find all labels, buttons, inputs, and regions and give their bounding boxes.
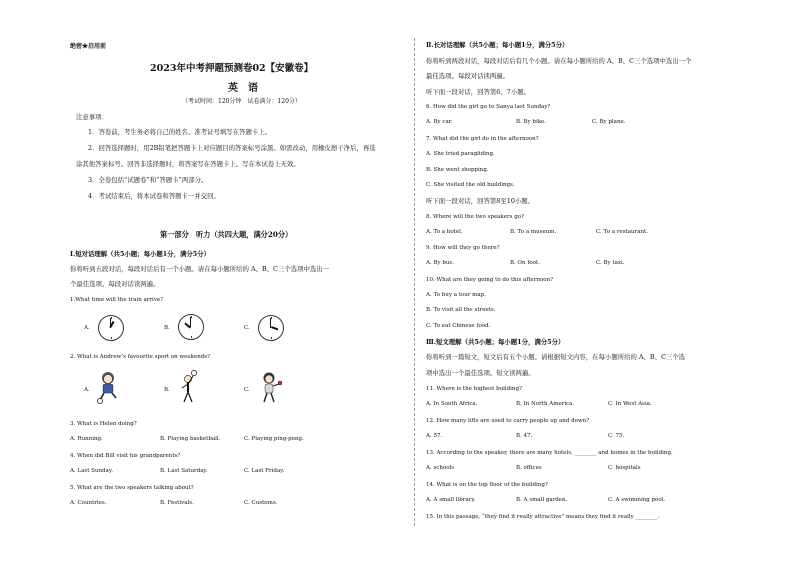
option-label: B. bbox=[164, 387, 170, 393]
option-b: B. 47. bbox=[516, 433, 533, 439]
part1-heading: 第一部分 听力（共四大题，满分20分） bbox=[160, 230, 293, 239]
note-item: 3．全卷包括“试题卷”和“答题卡”两部分。 bbox=[88, 176, 208, 184]
option-a: A. Countries. bbox=[70, 500, 107, 506]
section3-intro: 项中选出一个最佳选项。短文读两遍。 bbox=[426, 369, 535, 377]
subject-title: 英 语 bbox=[228, 83, 258, 94]
option-label: A. bbox=[84, 325, 90, 331]
section3-heading: Ⅲ.短文理解（共5小题；每小题1分，满分5分） bbox=[426, 338, 565, 346]
question-11: 11. Where is the highest building? bbox=[426, 386, 522, 392]
question-7: 7. What did the girl do in the afternoon? bbox=[426, 136, 539, 142]
question-8: 8. Where will the two speakers go? bbox=[426, 214, 524, 220]
option-b: B. A small garden. bbox=[516, 497, 568, 503]
clock-icon bbox=[98, 315, 124, 341]
option-c: C. To a restaurant. bbox=[596, 229, 648, 235]
option-b: B. In North America. bbox=[516, 401, 575, 407]
question-1: 1.What time will the train arrive? bbox=[70, 297, 164, 303]
option-label: B. bbox=[164, 325, 170, 331]
section3-intro: 你将听到一篇短文，短文后有五个小题。请根据短文内容，在每小题所给的 A、B、C三个选 bbox=[426, 353, 686, 361]
option-c: C. Last Friday. bbox=[244, 468, 285, 474]
football-player-icon bbox=[94, 370, 122, 404]
option-a: A. By bus. bbox=[426, 260, 454, 266]
question-6: 6. How did the girl go to Sanya last Sunday? bbox=[426, 104, 551, 110]
secret-label: 绝密★启用前 bbox=[70, 43, 107, 50]
question-15: 15. In this passage, “they find it really attractive” means they find it really ________. bbox=[426, 514, 660, 520]
option-a: A. Last Sunday. bbox=[70, 468, 113, 474]
option-b: B. On foot. bbox=[510, 260, 540, 266]
option-a: A. Running. bbox=[70, 436, 103, 442]
option-c: C. Playing ping-pong. bbox=[244, 436, 304, 442]
question-13: 13. According to the speaker, there are many hotels, ________ and homes in the building. bbox=[426, 450, 673, 456]
option-b: B. She went shopping. bbox=[426, 167, 489, 173]
section1-intro: 你将听到五段对话，每段对话后有一个小题。请在每小题所给的 A、B、C三个选项中选出一 bbox=[70, 265, 330, 273]
option-c: C. She visited the old buildings. bbox=[426, 182, 515, 188]
question-3: 3. What is Helen doing? bbox=[70, 421, 137, 427]
question-2: 2. What is Andrew’s favourite sport on weekends? bbox=[70, 354, 211, 360]
section2-lead: 听下面一段对话，回答第6、7小题。 bbox=[426, 88, 530, 96]
option-a: A. By car. bbox=[426, 119, 453, 125]
note-item: 4．考试结束后，将本试卷和答题卡一并交回。 bbox=[88, 192, 220, 200]
option-c: C. A swimming pool. bbox=[608, 497, 666, 503]
option-c: C. By plane. bbox=[592, 119, 626, 125]
option-c: C. To eat Chinese food. bbox=[426, 323, 491, 329]
option-b: B. By bike. bbox=[516, 119, 547, 125]
section1-heading: Ⅰ.短对话理解（共5小题；每小题1分，满分5分） bbox=[70, 250, 210, 258]
option-c: C. 75. bbox=[608, 433, 625, 439]
option-a: A. In South Africa. bbox=[426, 401, 478, 407]
exam-title: 2023年中考押题预测卷02【安徽卷】 bbox=[150, 63, 314, 74]
option-label: A. bbox=[84, 387, 90, 393]
option-a: A. A small library. bbox=[426, 497, 476, 503]
option-c: C. hospitals bbox=[608, 465, 641, 471]
option-a: A. To a hotel. bbox=[426, 229, 463, 235]
note-item: 2．回答选择题时，用2B铅笔把答题卡上对应题目的答案标号涂黑。如需改动，用橡皮擦干净后，再选 bbox=[88, 144, 376, 152]
option-label: C. bbox=[244, 387, 250, 393]
notes-heading: 注意事项： bbox=[76, 113, 108, 121]
option-c: C. In West Asia. bbox=[608, 401, 652, 407]
column-divider bbox=[414, 38, 415, 526]
clock-icon bbox=[178, 314, 204, 340]
option-b: B. To a museum. bbox=[510, 229, 557, 235]
option-b: B. Playing basketball. bbox=[160, 436, 221, 442]
option-b: B. Last Saturday. bbox=[160, 468, 208, 474]
option-b: B. offices bbox=[516, 465, 542, 471]
option-a: A. She tried paragliding. bbox=[426, 151, 495, 157]
question-12: 12. How many lifts are used to carry people up and down? bbox=[426, 418, 590, 424]
note-item: 涂其他答案标号。回答非选择题时，将答案写在答题卡上。写在本试卷上无效。 bbox=[76, 160, 300, 168]
section2-lead: 听下面一段对话，回答第8至10小题。 bbox=[426, 197, 535, 205]
basketball-player-icon bbox=[176, 370, 202, 404]
option-b: B. To visit all the streets. bbox=[426, 307, 496, 313]
question-5: 5. What are the two speakers talking about? bbox=[70, 485, 194, 491]
clock-icon bbox=[258, 315, 284, 341]
section2-intro: 你将听到两段对话，每段对话后有几个小题。请在每小题所给的 A、B、C三个选项中选出一个 bbox=[426, 57, 692, 65]
option-a: A. schools bbox=[426, 465, 455, 471]
question-14: 14. What is on the top floor of the building? bbox=[426, 482, 548, 488]
question-10: 10. What are they going to do this afternoon? bbox=[426, 277, 554, 283]
section2-intro: 最佳选项。每段对话读两遍。 bbox=[426, 72, 510, 80]
question-4: 4. When did Bill visit his grandparents? bbox=[70, 453, 181, 459]
option-label: C. bbox=[244, 325, 250, 331]
option-c: C. By taxi. bbox=[596, 260, 625, 266]
exam-info: （考试时间：120分钟 试卷满分：120分） bbox=[182, 98, 301, 105]
option-b: B. Festivals. bbox=[160, 500, 194, 506]
option-a: A. To buy a tour map. bbox=[426, 292, 486, 298]
option-a: A. 57. bbox=[426, 433, 443, 439]
note-item: 1．答卷前，考生务必将自己的姓名、准考证号填写在答题卡上。 bbox=[88, 128, 272, 136]
ping-pong-player-icon bbox=[256, 370, 284, 404]
question-9: 9. How will they go there? bbox=[426, 245, 500, 251]
section1-intro: 个最佳选项。每段对话读两遍。 bbox=[70, 280, 160, 288]
section2-heading: Ⅱ.长对话理解（共5小题；每小题1分，满分5分） bbox=[426, 41, 569, 49]
option-c: C. Customs. bbox=[244, 500, 278, 506]
